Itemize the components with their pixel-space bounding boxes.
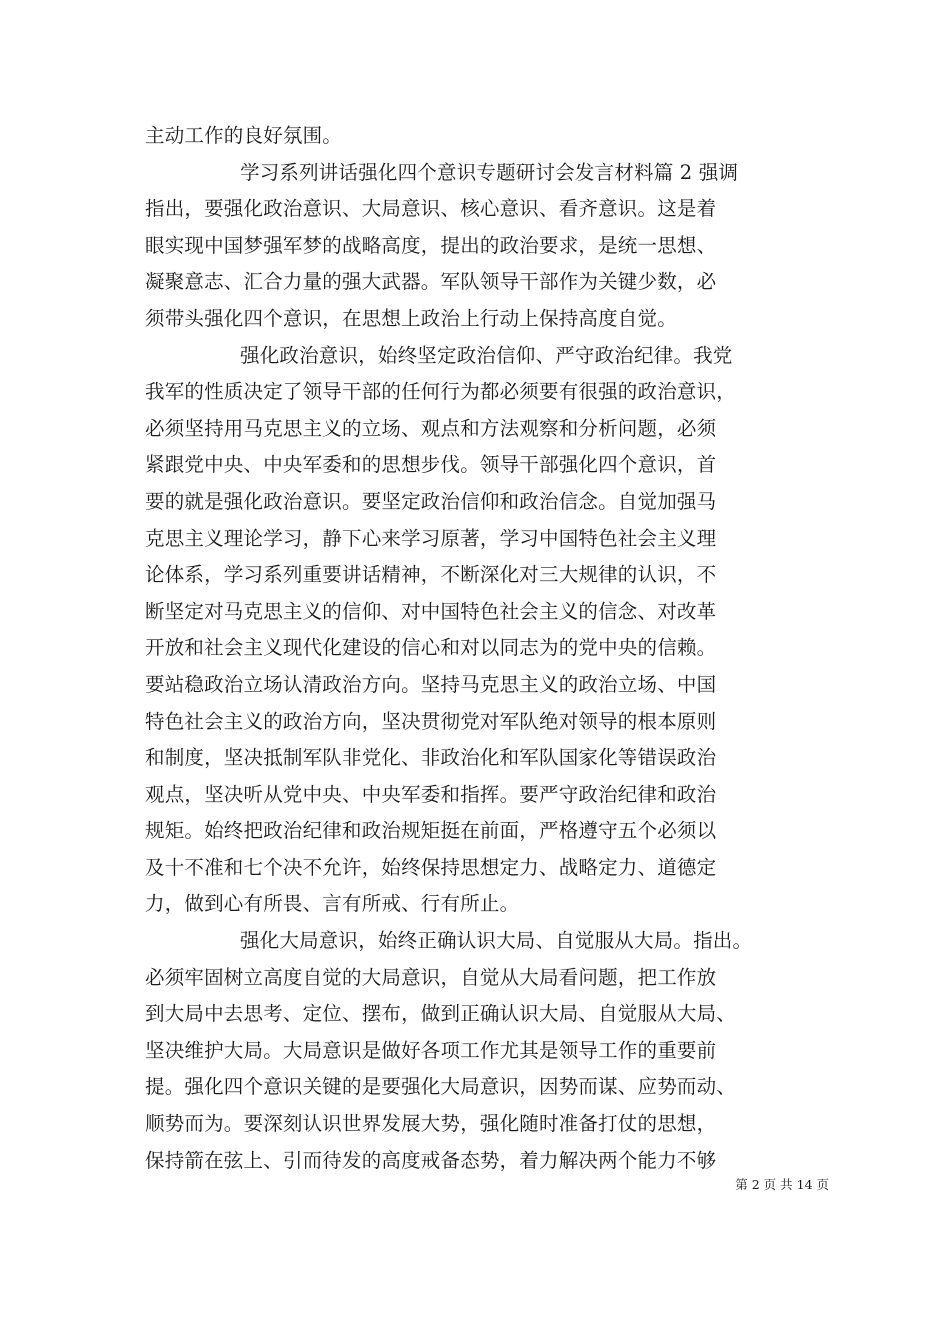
text-line: 观点，坚决听从党中央、中央军委和指挥。要严守政治纪律和政治 — [145, 782, 717, 806]
text-line: 紧跟党中央、中央军委和的思想步伐。领导干部强化四个意识，首 — [145, 453, 717, 477]
text-line: 论体系，学习系列重要讲话精神，不断深化对三大规律的认识，不 — [145, 563, 717, 587]
paragraph-first-line: 强化政治意识，始终坚定政治信仰、严守政治纪律。我党 — [240, 343, 733, 367]
text-line: 凝聚意志、汇合力量的强大武器。军队领导干部作为关键少数，必 — [145, 270, 717, 294]
text-line: 须带头强化四个意识，在思想上政治上行动上保持高度自觉。 — [145, 306, 677, 330]
page-number-footer: 第 2 页 共 14 页 — [735, 1177, 829, 1192]
text-line: 主动工作的良好氛围。 — [145, 124, 343, 147]
text-line: 及十不准和七个决不允许，始终保持思想定力、战略定力、道德定 — [145, 855, 717, 879]
text-line: 克思主义理论学习，静下心来学习原著，学习中国特色社会主义理 — [145, 526, 717, 550]
text-line: 顺势而为。要深刻认识世界发展大势，强化随时准备打仗的思想， — [145, 1112, 717, 1136]
text-line: 和制度，坚决抵制军队非党化、非政治化和军队国家化等错误政治 — [145, 746, 717, 770]
text-line: 必须坚持用马克思主义的立场、观点和方法观察和分析问题，必须 — [145, 416, 717, 440]
paragraph-first-line: 学习系列讲话强化四个意识专题研讨会发言材料篇 2 强调 — [240, 160, 739, 184]
text-line: 提。强化四个意识关键的是要强化大局意识，因势而谋、应势而动、 — [145, 1075, 737, 1099]
text-line: 眼实现中国梦强军梦的战略高度，提出的政治要求，是统一思想、 — [145, 233, 717, 257]
text-line: 特色社会主义的政治方向，坚决贯彻党对军队绝对领导的根本原则 — [145, 709, 717, 733]
text-line: 指出，要强化政治意识、大局意识、核心意识、看齐意识。这是着 — [145, 197, 717, 221]
text-line: 必须牢固树立高度自觉的大局意识，自觉从大局看问题，把工作放 — [145, 965, 717, 989]
body-text — [145, 118, 829, 1179]
text-line: 规矩。始终把政治纪律和政治规矩挺在前面，严格遵守五个必须以 — [145, 819, 717, 843]
text-line: 坚决维护大局。大局意识是做好各项工作尤其是领导工作的重要前 — [145, 1038, 717, 1062]
text-line: 到大局中去思考、定位、摆布，做到正确认识大局、自觉服从大局、 — [145, 1002, 737, 1026]
text-line: 断坚定对马克思主义的信仰、对中国特色社会主义的信念、对改革 — [145, 599, 717, 623]
text-line: 保持箭在弦上、引而待发的高度戒备态势，着力解决两个能力不够 — [145, 1148, 717, 1172]
text-line: 要站稳政治立场认清政治方向。坚持马克思主义的政治立场、中国 — [145, 672, 717, 696]
text-line: 力，做到心有所畏、言有所戒、行有所止。 — [145, 892, 520, 916]
paragraph-first-line: 强化大局意识，始终正确认识大局、自觉服从大局。指出。 — [240, 929, 753, 953]
text-line: 要的就是强化政治意识。要坚定政治信仰和政治信念。自觉加强马 — [145, 489, 717, 513]
text-line: 我军的性质决定了领导干部的任何行为都必须要有很强的政治意识， — [145, 380, 737, 404]
text-line: 开放和社会主义现代化建设的信心和对以同志为的党中央的信赖。 — [145, 636, 717, 660]
